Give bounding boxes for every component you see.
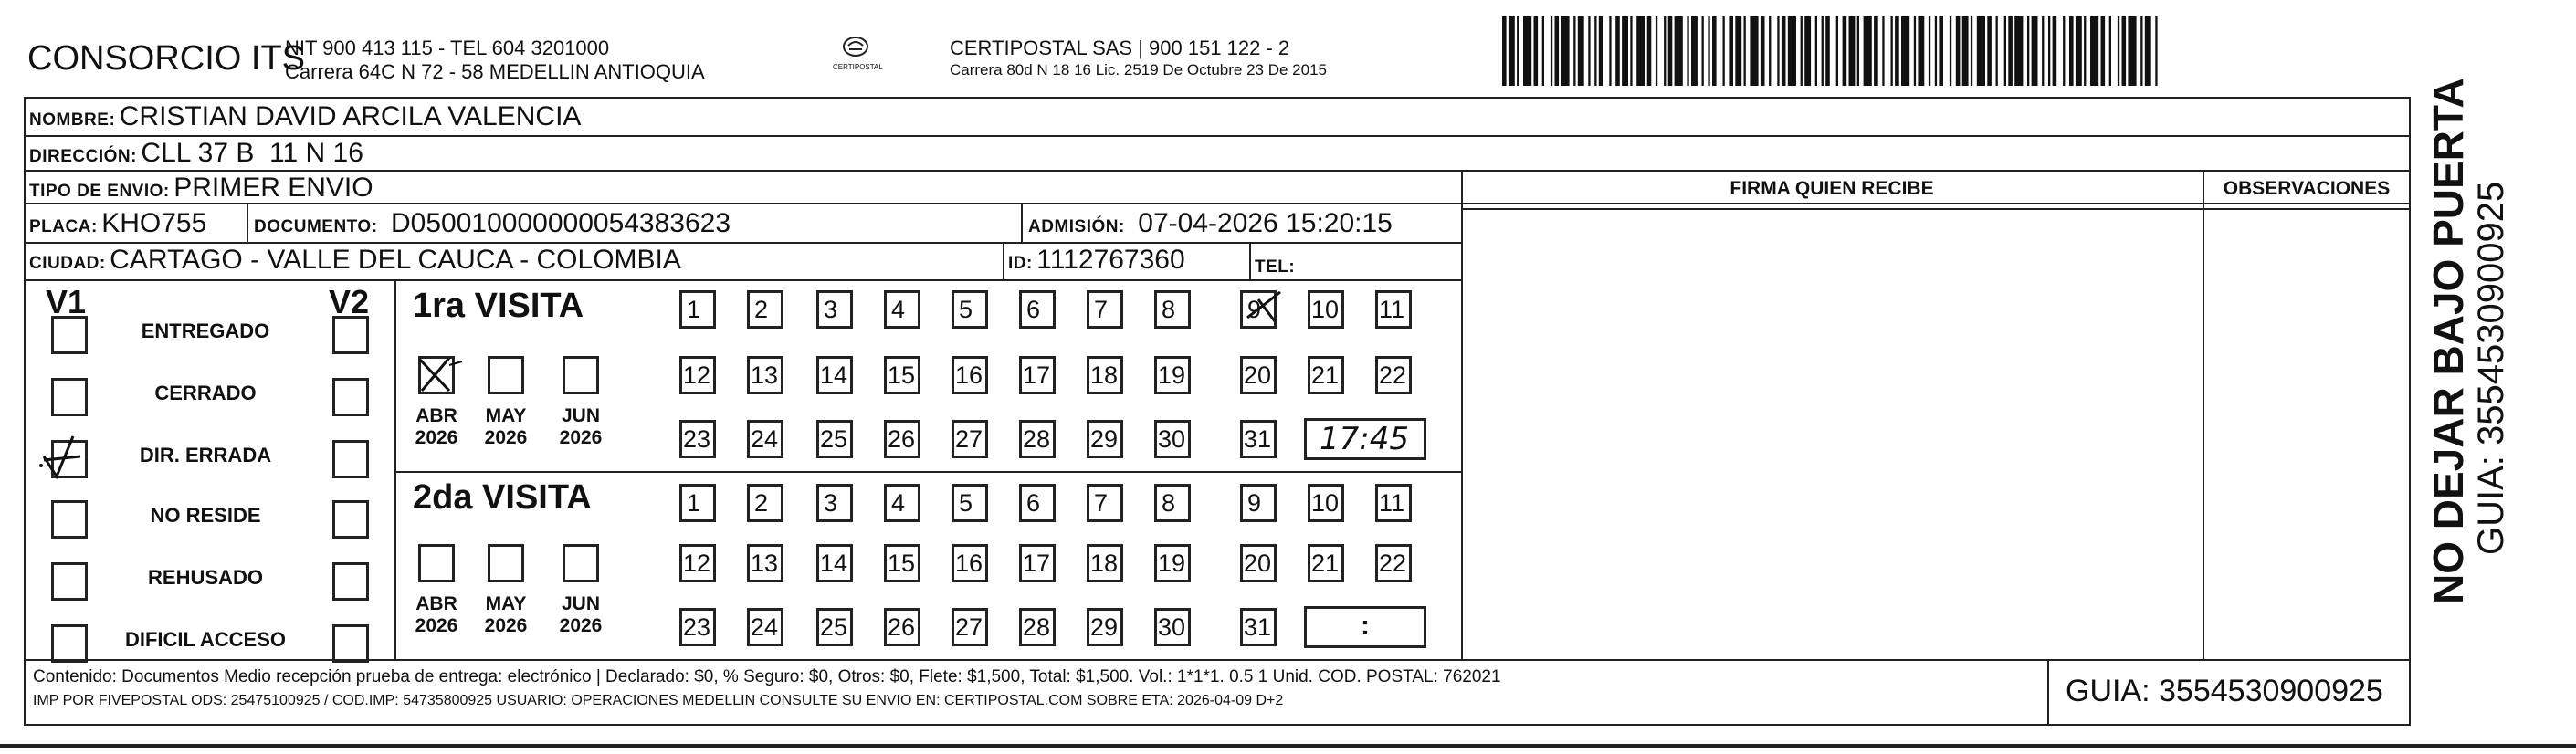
barcode-bar xyxy=(1523,16,1531,86)
month-label: JUN xyxy=(561,405,600,426)
v2-checkbox[interactable] xyxy=(332,440,369,478)
v1-checkbox[interactable] xyxy=(51,316,88,354)
v1-checkbox[interactable] xyxy=(51,500,88,539)
v1-checkbox[interactable] xyxy=(51,562,88,601)
document-field xyxy=(254,208,731,239)
day-checkbox[interactable]: 8 xyxy=(1154,484,1191,522)
day-checkbox[interactable]: 20 xyxy=(1240,356,1277,394)
barcode-bar xyxy=(2004,16,2006,86)
month-label-group xyxy=(478,593,533,637)
barcode-bar xyxy=(1729,16,1733,86)
day-checkbox[interactable]: 28 xyxy=(1019,608,1056,646)
barcode-bar xyxy=(2053,16,2057,86)
certipostal-logo xyxy=(833,35,883,71)
day-checkbox[interactable]: 14 xyxy=(816,356,853,394)
admission-field xyxy=(1028,208,1393,239)
barcode-bar xyxy=(1615,16,1620,86)
day-checkbox[interactable]: 2 xyxy=(747,484,783,522)
barcode xyxy=(1502,16,2164,86)
barcode-bar xyxy=(2032,16,2038,86)
barcode-bar xyxy=(1815,16,1817,86)
carrier-name: CERTIPOSTAL SAS | 900 151 122 - 2 xyxy=(950,37,1290,59)
barcode-bar xyxy=(2069,16,2074,86)
company-nit: NIT 900 413 115 - TEL 604 3201000 xyxy=(285,37,610,59)
recipient-address: CLL 37 B 11 N 16 xyxy=(141,138,363,168)
barcode-bar xyxy=(1551,16,1552,86)
id-label: ID: xyxy=(1008,254,1033,273)
company-info xyxy=(285,37,705,84)
day-checkbox[interactable]: 16 xyxy=(952,356,988,394)
handwritten-x-mark xyxy=(413,352,468,398)
visit1-handwritten-time: 17:45 xyxy=(1320,421,1409,457)
day-checkbox[interactable]: 29 xyxy=(1087,420,1123,458)
day-checkbox[interactable]: 22 xyxy=(1375,544,1412,582)
month-label: JUN xyxy=(561,593,600,614)
admission-value: 07-04-2026 15:20:15 xyxy=(1138,208,1393,238)
document-value: D050010000000054383623 xyxy=(391,208,731,238)
day-checkbox[interactable]: 11 xyxy=(1375,290,1412,329)
barcode-bar xyxy=(1914,16,1916,86)
admission-label: ADMISIÓN: xyxy=(1028,217,1125,236)
status-label: ENTREGADO xyxy=(141,319,270,342)
day-checkbox[interactable]: 13 xyxy=(747,356,783,394)
month-label: MAY xyxy=(485,593,527,614)
day-checkbox[interactable]: 31 xyxy=(1240,608,1277,646)
name-row xyxy=(29,101,581,132)
barcode-bar xyxy=(1777,16,1779,86)
day-checkbox[interactable]: 19 xyxy=(1154,356,1191,394)
status-label: DIFICIL ACCESO xyxy=(124,628,286,651)
barcode-bar xyxy=(1801,16,1803,86)
month-year: 2026 xyxy=(415,427,458,448)
day-checkbox[interactable]: 5 xyxy=(952,484,988,522)
city-field xyxy=(29,245,681,276)
visit2-title: 2da VISITA xyxy=(413,478,592,517)
v2-checkbox[interactable] xyxy=(332,500,369,539)
barcode-bar xyxy=(1788,16,1796,86)
month-year: 2026 xyxy=(559,615,603,636)
barcode-bar xyxy=(2084,16,2086,86)
barcode-bar xyxy=(1918,16,1924,86)
barcode-bar xyxy=(1573,16,1575,86)
month-label-group xyxy=(553,593,608,637)
id-field xyxy=(1008,245,1185,276)
day-checkbox[interactable]: 2 xyxy=(747,290,783,329)
v2-checkbox[interactable] xyxy=(332,624,369,663)
day-checkbox[interactable]: 24 xyxy=(747,608,783,646)
barcode-bar xyxy=(1561,16,1569,86)
barcode-bar xyxy=(1555,16,1560,86)
day-checkbox[interactable]: 27 xyxy=(952,608,988,646)
recipient-name: CRISTIAN DAVID ARCILA VALENCIA xyxy=(119,101,582,131)
document-label: DOCUMENTO: xyxy=(254,217,378,236)
barcode-bar xyxy=(1675,16,1683,86)
day-checkbox[interactable]: 21 xyxy=(1308,356,1344,394)
barcode-bar xyxy=(1750,16,1758,86)
print-info-line: IMP POR FIVEPOSTAL ODS: 25475100925 / COD.IMP: 54735800925 USUARIO: OPERACIONES MEDELLIN CONSULTE SU ENVIO EN: CERTIPOSTAL.COM SOBRE ETA: 2026-04-09 D+2 xyxy=(33,693,1284,708)
barcode-bar xyxy=(1664,16,1666,86)
visit1-time-box xyxy=(1304,418,1426,460)
contents-line: Contenido: Documentos Medio recepción prueba de entrega: electrónico | Declarado: $0, % Seguro: $0, Otros: $0, Flete: $1,500, Total: $1,500. Vol.: 1*1*1. 0.5 1 Unid. COD. POSTAL: 762021 xyxy=(33,667,1501,686)
day-checkbox[interactable]: 4 xyxy=(884,290,920,329)
plate-field xyxy=(29,208,206,239)
barcode-bar xyxy=(1987,16,1992,86)
day-checkbox[interactable]: 10 xyxy=(1308,484,1344,522)
signature-header: FIRMA QUIEN RECIBE xyxy=(1730,178,1934,199)
day-checkbox[interactable]: 12 xyxy=(679,356,716,394)
day-checkbox[interactable]: 15 xyxy=(884,544,920,582)
barcode-bar xyxy=(1630,16,1632,86)
barcode-bar xyxy=(1843,16,1847,86)
day-checkbox[interactable]: 30 xyxy=(1154,420,1191,458)
barcode-bar xyxy=(1542,16,1544,86)
barcode-bar xyxy=(2090,16,2098,86)
barcode-bar xyxy=(1857,16,1859,86)
barcode-bar xyxy=(2014,16,2023,86)
barcode-bar xyxy=(1882,16,1884,86)
barcode-bar xyxy=(1825,16,1830,86)
barcode-bar xyxy=(1735,16,1741,86)
v1-checkbox[interactable] xyxy=(51,624,88,663)
side-guide-number: GUIA: 3554530900925 xyxy=(2471,181,2511,555)
status-label: CERRADO xyxy=(154,382,257,404)
day-checkbox[interactable]: 3 xyxy=(816,290,853,329)
day-checkbox[interactable]: 23 xyxy=(679,608,716,646)
barcode-bar xyxy=(2122,16,2127,86)
barcode-bar xyxy=(1782,16,1786,86)
plate-label: PLACA: xyxy=(29,217,98,236)
month-checkbox[interactable] xyxy=(563,356,599,394)
v2-label: V2 xyxy=(329,283,370,320)
day-checkbox[interactable]: 12 xyxy=(679,544,716,582)
day-checkbox[interactable]: 17 xyxy=(1019,356,1056,394)
day-checkbox[interactable]: 25 xyxy=(816,608,853,646)
barcode-bar xyxy=(1874,16,1878,86)
month-label-group xyxy=(409,593,464,637)
barcode-bar xyxy=(1971,16,1972,86)
barcode-bar xyxy=(1578,16,1584,86)
barcode-bar xyxy=(1702,16,1704,86)
day-checkbox[interactable]: 18 xyxy=(1087,356,1123,394)
barcode-bar xyxy=(1895,16,1899,86)
day-checkbox[interactable]: 16 xyxy=(952,544,988,582)
v2-checkbox[interactable] xyxy=(332,316,369,354)
barcode-bar xyxy=(2128,16,2136,86)
barcode-bar xyxy=(1594,16,1596,86)
day-checkbox[interactable]: 24 xyxy=(747,420,783,458)
month-checkbox[interactable] xyxy=(418,544,455,582)
tel-label: TEL: xyxy=(1255,257,1296,277)
barcode-bar xyxy=(1769,16,1771,86)
barcode-bar xyxy=(1891,16,1893,86)
day-checkbox[interactable]: 19 xyxy=(1154,544,1191,582)
company-name: CONSORCIO ITS xyxy=(27,39,306,78)
v2-checkbox[interactable] xyxy=(332,562,369,601)
day-checkbox[interactable]: 7 xyxy=(1087,484,1123,522)
barcode-bar xyxy=(2063,16,2065,86)
barcode-bar xyxy=(1977,16,1985,86)
month-label: ABR xyxy=(415,405,457,426)
day-checkbox[interactable]: 3 xyxy=(816,484,853,522)
month-checkbox[interactable] xyxy=(488,544,524,582)
visit2-time-box: : xyxy=(1304,606,1426,648)
barcode-bar xyxy=(2101,16,2106,86)
address-row xyxy=(29,138,363,169)
day-checkbox[interactable]: 20 xyxy=(1240,544,1277,582)
day-checkbox[interactable]: 17 xyxy=(1019,544,1056,582)
month-year: 2026 xyxy=(559,427,603,448)
barcode-bar xyxy=(1929,16,1930,86)
observations-header: OBSERVACIONES xyxy=(2223,178,2391,199)
handwritten-strike-9 xyxy=(1242,285,1288,330)
barcode-bar xyxy=(1636,16,1645,86)
day-checkbox[interactable]: 1 xyxy=(679,290,716,329)
address-label: DIRECCIÓN: xyxy=(29,147,137,166)
day-checkbox[interactable]: 6 xyxy=(1019,290,1056,329)
company-address: Carrera 64C N 72 - 58 MEDELLIN ANTIOQUIA xyxy=(285,60,705,83)
barcode-bar xyxy=(1599,16,1603,86)
day-checkbox[interactable]: 9 xyxy=(1240,484,1277,522)
day-checkbox[interactable]: 22 xyxy=(1375,356,1412,394)
month-label-group xyxy=(478,405,533,449)
barcode-bar xyxy=(1647,16,1652,86)
barcode-bar xyxy=(1962,16,1969,86)
tel-field xyxy=(1255,248,1295,279)
barcode-bar xyxy=(1723,16,1725,86)
barcode-bar xyxy=(1708,16,1709,86)
barcode-bar xyxy=(1622,16,1628,86)
barcode-bar xyxy=(1822,16,1824,86)
day-checkbox[interactable]: 7 xyxy=(1087,290,1123,329)
barcode-bar xyxy=(1588,16,1590,86)
barcode-bar xyxy=(2008,16,2013,86)
barcode-bar xyxy=(1939,16,1943,86)
month-year: 2026 xyxy=(484,427,528,448)
barcode-bar xyxy=(1691,16,1698,86)
barcode-bar xyxy=(2118,16,2119,86)
barcode-bar xyxy=(1950,16,1951,86)
status-label: DIR. ERRADA xyxy=(139,444,272,466)
id-value: 1112767360 xyxy=(1036,245,1185,275)
day-checkbox[interactable]: 31 xyxy=(1240,420,1277,458)
shipping-type: PRIMER ENVIO xyxy=(173,173,373,203)
handwritten-check-mark xyxy=(37,429,91,484)
status-label: REHUSADO xyxy=(148,566,263,589)
logo-text: CERTIPOSTAL xyxy=(833,63,883,71)
carrier-address: Carrera 80d N 18 16 Lic. 2519 De Octubre 23 De 2015 xyxy=(950,61,1327,79)
barcode-bar xyxy=(1836,16,1838,86)
barcode-bar xyxy=(2145,16,2151,86)
day-checkbox[interactable]: 27 xyxy=(952,420,988,458)
barcode-bar xyxy=(1996,16,1998,86)
footer-guide-number: GUIA: 3554530900925 xyxy=(2066,674,2383,708)
day-checkbox[interactable]: 1 xyxy=(679,484,716,522)
month-label: MAY xyxy=(485,405,527,426)
plate-value: KHO755 xyxy=(101,208,207,238)
day-checkbox[interactable]: 28 xyxy=(1019,420,1056,458)
barcode-bar xyxy=(2042,16,2044,86)
barcode-bar xyxy=(1609,16,1611,86)
side-warning: NO DEJAR BAJO PUERTA xyxy=(2424,78,2472,604)
carrier-info xyxy=(950,37,1327,80)
day-checkbox[interactable]: 14 xyxy=(816,544,853,582)
day-checkbox[interactable]: 23 xyxy=(679,420,716,458)
shipping-type-row xyxy=(29,173,373,204)
day-checkbox[interactable]: 21 xyxy=(1308,544,1344,582)
barcode-bar xyxy=(2155,16,2157,86)
day-checkbox[interactable]: 6 xyxy=(1019,484,1056,522)
barcode-bar xyxy=(1712,16,1717,86)
day-checkbox[interactable]: 9 xyxy=(1240,290,1277,329)
barcode-bar xyxy=(1656,16,1657,86)
month-year: 2026 xyxy=(415,615,458,636)
v2-checkbox[interactable] xyxy=(332,378,369,416)
barcode-bar xyxy=(1901,16,1909,86)
barcode-bar xyxy=(1864,16,1872,86)
barcode-bar xyxy=(2140,16,2142,86)
barcode-bar xyxy=(1687,16,1688,86)
v1-checkbox[interactable] xyxy=(51,378,88,416)
barcode-bar xyxy=(2076,16,2082,86)
month-checkbox[interactable] xyxy=(563,544,599,582)
day-checkbox[interactable]: 26 xyxy=(884,420,920,458)
day-checkbox[interactable]: 5 xyxy=(952,290,988,329)
v1-label: V1 xyxy=(46,283,87,320)
day-checkbox[interactable]: 15 xyxy=(884,356,920,394)
day-checkbox[interactable]: 25 xyxy=(816,420,853,458)
day-checkbox[interactable]: 8 xyxy=(1154,290,1191,329)
day-checkbox[interactable]: 4 xyxy=(884,484,920,522)
day-checkbox[interactable]: 29 xyxy=(1087,608,1123,646)
month-label-group xyxy=(409,405,464,449)
visit1-title: 1ra VISITA xyxy=(413,287,584,325)
city-value: CARTAGO - VALLE DEL CAUCA - COLOMBIA xyxy=(110,245,681,275)
barcode-bar xyxy=(1517,16,1519,86)
logo-icon xyxy=(840,35,871,58)
barcode-bar xyxy=(1744,16,1746,86)
month-checkbox[interactable] xyxy=(488,356,524,394)
barcode-bar xyxy=(1761,16,1765,86)
barcode-bar xyxy=(1935,16,1937,86)
barcode-bar xyxy=(1668,16,1673,86)
barcode-bar xyxy=(1849,16,1856,86)
name-label: NOMBRE: xyxy=(29,110,116,130)
barcode-bar xyxy=(1502,16,1507,86)
status-label: NO RESIDE xyxy=(150,504,261,527)
day-checkbox[interactable]: 26 xyxy=(884,608,920,646)
day-checkbox[interactable]: 11 xyxy=(1375,484,1412,522)
city-label: CIUDAD: xyxy=(29,254,106,273)
month-year: 2026 xyxy=(484,615,528,636)
month-label-group xyxy=(553,405,608,449)
barcode-bar xyxy=(1534,16,1539,86)
barcode-bar xyxy=(1804,16,1811,86)
barcode-bar xyxy=(1509,16,1515,86)
day-checkbox[interactable]: 10 xyxy=(1308,290,1344,329)
barcode-bar xyxy=(1956,16,1961,86)
day-checkbox[interactable]: 18 xyxy=(1087,544,1123,582)
shipping-type-label: TIPO DE ENVIO: xyxy=(29,182,170,201)
month-label: ABR xyxy=(415,593,457,614)
barcode-bar xyxy=(2109,16,2111,86)
day-checkbox[interactable]: 13 xyxy=(747,544,783,582)
barcode-bar xyxy=(2027,16,2029,86)
day-checkbox[interactable]: 30 xyxy=(1154,608,1191,646)
barcode-bar xyxy=(2048,16,2050,86)
